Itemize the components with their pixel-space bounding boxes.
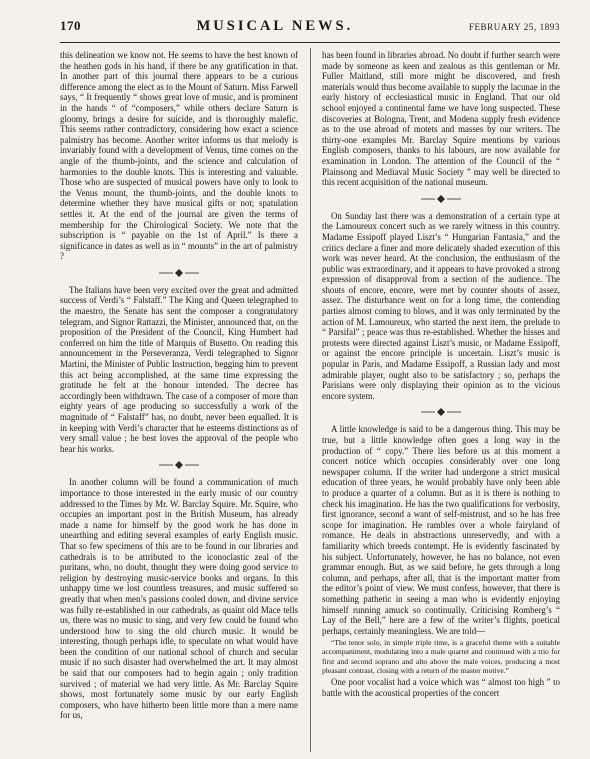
- issue-date: FEBRUARY 25, 1893: [468, 22, 560, 32]
- quoted-review-excerpt: “The tenor solo, in simple triple time, is a graceful theme with a suitable accompaniment, modulating into a male quartet and continued with a trio for first and second soprano and alto above the male voices, producing a most pleasant contrast, closing with a return of the master motive.”: [322, 638, 560, 675]
- article-verdi-falstaff: The Italians have been very excited over the great and admitted success of Verdi’s “ Falstaff.” The King and Queen telegraphed to the maestro, the Senate has sent the composer a congratulatory telegram, and Signor Rattazzi, the Minister, announced that, on the proposition of the President of the Council, King Humbert had conferred on him the title of Marquis of Busetto. On reading this announcement in the Perseveranza, Verdi telegraphed to Signor Martini, the Minister of Public Instruction, begging him to prevent this act being accomplished, at the same time expressing the gratitude he felt at the honour intended. The decree has accordingly been withdrawn. The case of a composer of more than eighty years of age producing so successfully a work of the magnitude of “ Falstaff” has, no doubt, never been equalled. It is in keeping with Verdi’s character that he esteems distinctions as of very small value ; he best loves the approval of the people who hear his works.: [60, 284, 298, 454]
- article-vocalist: One poor vocalist had a voice which was “ almost too high ” to battle with the acoustical properties of the concert: [322, 677, 560, 698]
- article-palmistry-continued: this delineation we know not. He seems to have the best known of the heathen gods in his hand, if there be any gratification in that. In another part of this journal there appears to be a curious difference among the elect as to the Mount of Saturn. Miss Farwell says, “ It frequently “ shows great love of music, and is prominent in the hands “ of “composers,” while others declare Saturn is gloomy, brings a desire for suicide, and is thoroughly malefic. This seems rather contradictory, considering how exact a science palmistry has become. Another writer informs us that melody is invariably found with a development of Venus, time comes on the angle of the thumb-joints, and the science and calculation of harmonies to the double knots. This is interesting and valuable. Those who are suspected of musical powers have only to look to the Venus mount, the thumb-joints, and the double knots to determine whether they have musical gifts or not; spatulation settles it. At the end of the journal are given the terms of membership for the Chirological Society. We note that the subscription is “ payable on the 1st of April.” Is there a significance in dates as well as in “ mounts” in the art of palmistry ?: [60, 50, 298, 262]
- page-header: [60, 18, 560, 40]
- left-column: [60, 50, 298, 750]
- article-early-english-music: In another column will be found a communication of much importance to those interested in the early music of our country addressed to the Times by Mr. W. Barclay Squire. Mr. Squire, who occupies an important post in the British Museum, has already made a name for himself by the good work he has done in unearthing and editing several examples of early English music. That so few specimens of this are to be found in our libraries and cathedrals is to be attributed to the iconoclastic zeal of the puritans, who, no doubt, thought they were doing good service to religion by destroying music-service books and organs. In this unhappy time we lost countless treasures, and music suffered so greatly that when men’s passions cooled down, and divine service was fully re-established in our cathedrals, as quaint old Mace tells us, there was no music to sing, and very few could be found who understood how to sing the old church music. It would be interesting, though perhaps idle, to speculate on what would have been the condition of our national school of church and secular music if no such disaster had overwhelmed the art. It may almost be said that our composers had to begin again ; only tradition survived ; of material we had very little. As Mr. Barclay Squire shows, most fortunately some music by our early English composers, who have hitherto been little more than a mere name for us,: [60, 477, 298, 721]
- right-column: [322, 50, 560, 750]
- section-ornament: [322, 405, 560, 419]
- page-number: 170: [60, 18, 81, 33]
- article-little-knowledge: A little knowledge is said to be a dangerous thing. This may be true, but a little knowledge often goes a long way in the production of “ copy.” There lies before us at this moment a concert notice which occupies considerably over one long newspaper column. If the writer had undergone a strict musical education of three years, he would probably have only been able to produce a quarter of a column. But as it is there is nothing to check his imagination. He has the two qualifications for verbosity, first ignorance, second a want of self-mistrust, and so he has free scope for imagination. He rambles over a whole fairyland of romance. He deals in abstractions unreservedly, and with a familiarity which breeds contempt. He is evidently fascinated by his subject. Unfortunately, however, he has no balance, not even grammar enough. But, as we said before, he gets through a long column, and perhaps, after all, that is the important matter from the editor’s point of view. We must confess, however, that there is something pathetic in seeing a man who is evidently enjoying himself running amuck so continually. Criticising Romberg’s “ Lay of the Bell,” here are a few of the writer’s flights, poetical perhaps, certainly meaningless. We are told—: [322, 424, 560, 636]
- article-early-english-music-continued: has been found in libraries abroad. No doubt if further search were made by someone as keen and zealous as this gentleman or Mr. Fuller Maitland, still more might be discovered, and fresh materials would thus become available to supply the lacunae in the early history of ecclesiastical music in England. That our old school enjoyed a continental fame we have long suspected. These discoveries at Bologna, Trent, and Modena supply fresh evidence as to the use abroad of motets and masses by our writers. The thirty-one examples Mr. Barclay Squire mentions by various English composers, thanks to his labours, are now available for examination in London. The attention of the Council of the “ Plainsong and Mediaval Music Society ” may well be directed to this recent acquisition of the national museum.: [322, 50, 560, 188]
- section-ornament: [322, 192, 560, 206]
- article-lamoureux-concert: On Sunday last there was a demonstration of a certain type at the Lamoureux concert such as we rarely witness in this country. Madame Essipoff played Liszt’s “ Hungarian Fantasia,” and the critics declare a finer and more delicately shaded execution of this work was never heard. At the conclusion, the enthusiasm of the public was extraordinary, and it appears to have provoked a strong expression of disapproval from a section of the audience. The shouts of encore, encore, were met by counter shouts of assez, assez. The disturbance went on for a long time, the contending parties almost coming to blows, and it was only terminated by the action of M. Lamoureux, who started the next item, the prelude to “ Parsifal” ; peace was thus re-established. Whether the hisses and protests were directed against Liszt’s music, or Madame Essipoff, or against the encore principle is uncertain. Liszt’s music is popular in Paris, and Madame Essipoff, a Russian lady and most admirable player, ought also to be satisfactory ; so, perhaps the Parisians were only displaying their opinion as to the vicious encore system.: [322, 210, 560, 401]
- section-ornament: [60, 266, 298, 280]
- header-rule: [60, 42, 560, 43]
- column-divider: [310, 48, 311, 752]
- masthead-title: MUSICAL NEWS.: [196, 18, 354, 34]
- section-ornament: [60, 458, 298, 472]
